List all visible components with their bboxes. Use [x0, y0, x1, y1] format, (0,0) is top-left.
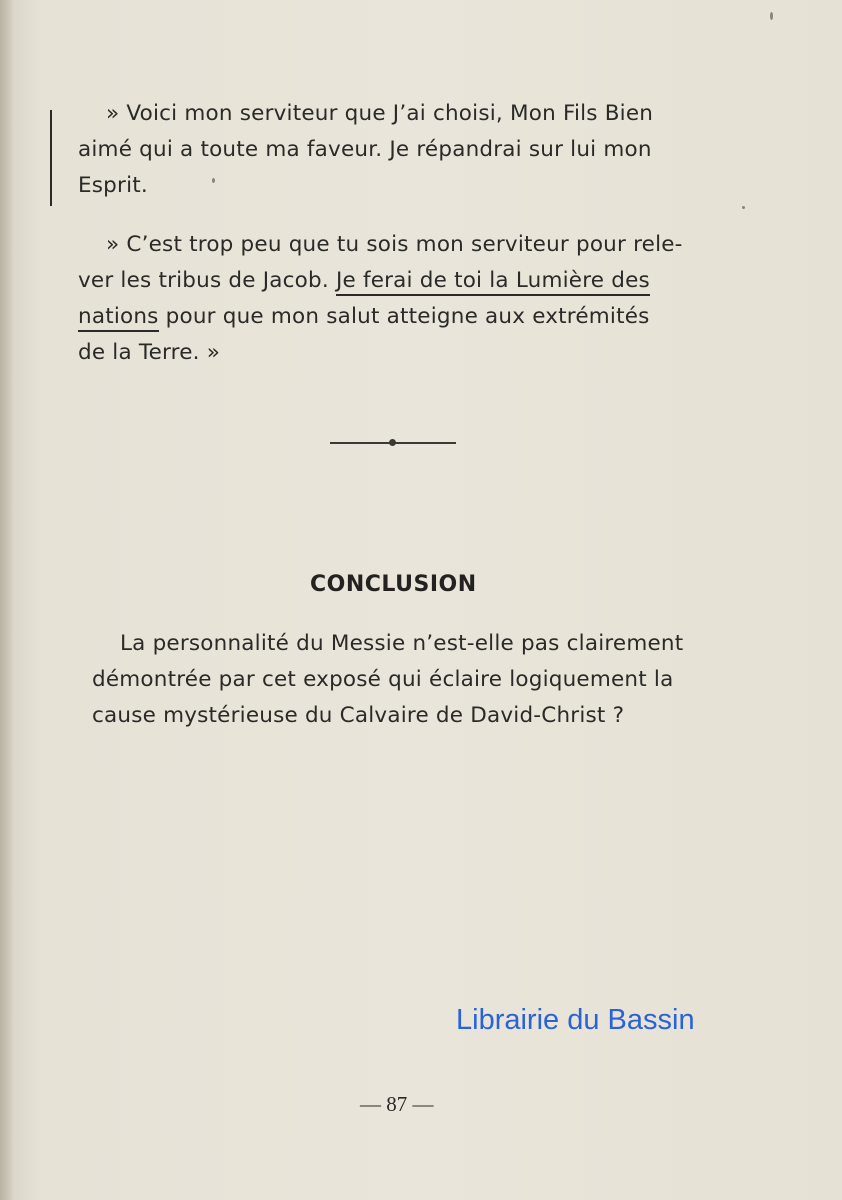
text-line: » C’est trop peu que tu sois mon serviteur pour rele-: [106, 232, 683, 257]
paper-speck: [742, 206, 745, 209]
text-line: Esprit.: [78, 173, 148, 198]
text-line: » Voici mon serviteur que J’ai choisi, Mon Fils Bien: [106, 101, 654, 126]
margin-mark: [50, 110, 52, 206]
page-number: — 87 —: [360, 1092, 434, 1116]
text-plain: pour que mon salut atteigne aux extrémités: [158, 304, 650, 329]
section-heading: CONCLUSION: [310, 572, 477, 597]
text-line: démontrée par cet exposé qui éclaire logiquement la: [92, 667, 674, 692]
text-line: La personnalité du Messie n’est-elle pas clairement: [120, 631, 684, 656]
conclusion-paragraph: [92, 626, 710, 734]
watermark: Librairie du Bassin: [456, 1004, 695, 1036]
text-line: cause mystérieuse du Calvaire de David-Christ ?: [92, 703, 625, 728]
underlined-text: Je ferai de toi la Lumière des: [336, 268, 650, 296]
quote-paragraph-1: [78, 96, 698, 204]
text-line: aimé qui a toute ma faveur. Je répandrai sur lui mon: [78, 137, 652, 162]
text-line: de la Terre. »: [78, 340, 221, 365]
divider-ornament: [389, 439, 396, 446]
text-line: [78, 263, 702, 299]
text-line: [78, 299, 702, 335]
text-plain: ver les tribus de Jacob.: [78, 268, 336, 293]
quote-paragraph-2: [78, 227, 702, 371]
paper-speck: [770, 12, 773, 20]
gutter-shadow: [0, 0, 14, 1200]
underlined-text: nations: [78, 304, 159, 332]
